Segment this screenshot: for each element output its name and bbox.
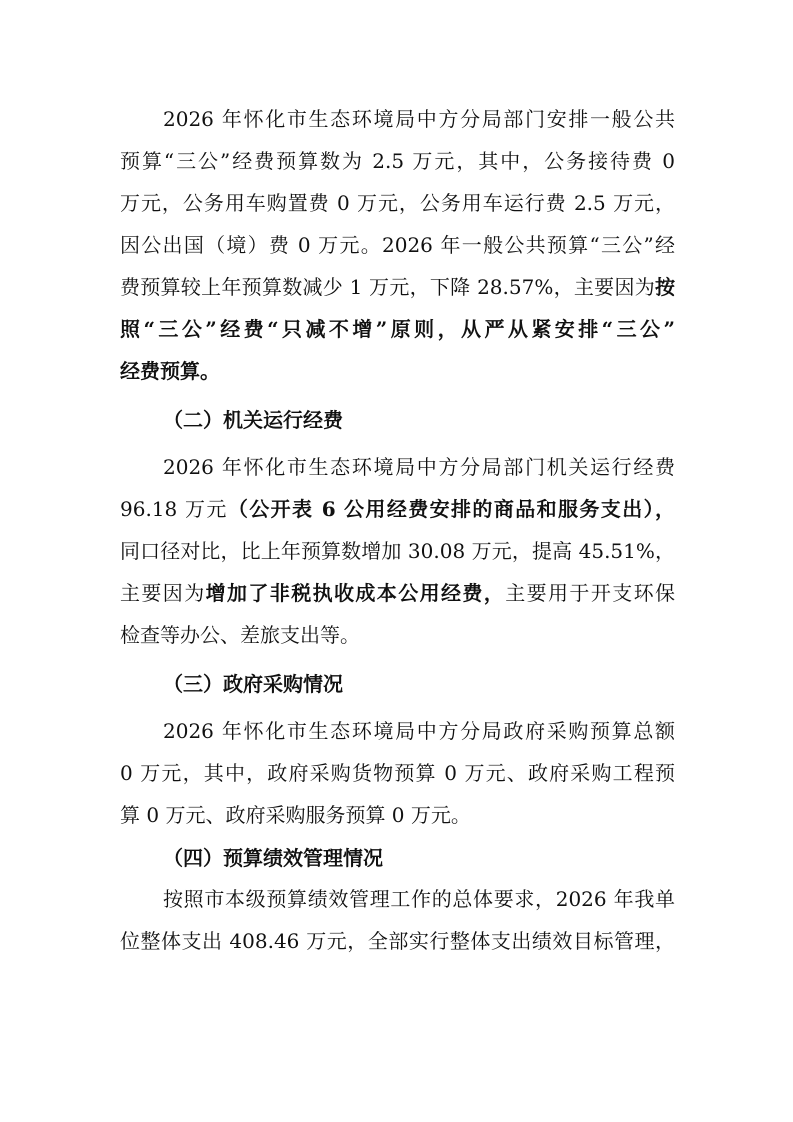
paragraph-line xyxy=(120,314,675,344)
bold-text-run: （公开表 6 公用经费安排的商品和服务支出）， xyxy=(227,497,675,521)
bold-text-run: 照“三公”经费“只减不增”原则，从严从紧安排“三公” xyxy=(120,317,675,341)
heading-text: （二）机关运行经费 xyxy=(163,408,343,432)
paragraph-line xyxy=(163,104,675,134)
bold-text-run: 增加了非税执收成本公用经费， xyxy=(205,581,506,605)
text-run: 费预算较上年预算数减少 1 万元，下降 28.57%，主要因为 xyxy=(120,275,655,299)
paragraph-line xyxy=(120,188,675,218)
paragraph-line xyxy=(120,758,675,788)
paragraph-line xyxy=(120,146,675,176)
paragraph-line xyxy=(120,494,675,524)
paragraph-line xyxy=(120,356,675,386)
heading-text: （四）预算绩效管理情况 xyxy=(163,846,383,870)
paragraph-line xyxy=(120,620,675,650)
text-run: 主要因为 xyxy=(120,581,206,605)
text-run: 位整体支出 408.46 万元，全部实行整体支出绩效目标管理， xyxy=(120,929,675,953)
text-run: 2026 年怀化市生态环境局中方分局部门机关运行经费 xyxy=(163,455,675,479)
text-run: 预算“三公”经费预算数为 2.5 万元，其中，公务接待费 0 xyxy=(120,149,675,173)
paragraph-line xyxy=(163,716,675,746)
text-run: 万元，公务用车购置费 0 万元，公务用车运行费 2.5 万元， xyxy=(120,191,675,215)
paragraph-line xyxy=(120,536,675,566)
section-heading-procurement xyxy=(163,669,675,699)
paragraph-line xyxy=(120,800,675,830)
bold-text-run: 经费预算。 xyxy=(120,359,220,383)
text-run: 2026 年怀化市生态环境局中方分局政府采购预算总额 xyxy=(163,719,675,743)
text-run: 按照市本级预算绩效管理工作的总体要求，2026 年我单 xyxy=(163,887,675,911)
text-run: 2026 年怀化市生态环境局中方分局部门安排一般公共 xyxy=(163,107,675,131)
bold-text-run: 按 xyxy=(655,275,675,299)
paragraph-line xyxy=(120,272,675,302)
section-heading-operating-expenses xyxy=(163,405,675,435)
text-run: 因公出国（境）费 0 万元。2026 年一般公共预算“三公”经 xyxy=(120,233,675,257)
text-run: 检查等办公、差旅支出等。 xyxy=(120,623,360,647)
text-run: 主要用于开支环保 xyxy=(505,581,676,605)
text-run: 同口径对比，比上年预算数增加 30.08 万元，提高 45.51%， xyxy=(120,539,675,563)
text-run: 算 0 万元、政府采购服务预算 0 万元。 xyxy=(120,803,471,827)
section-heading-performance-management xyxy=(163,843,675,873)
heading-text: （三）政府采购情况 xyxy=(163,672,343,696)
paragraph-line xyxy=(163,884,675,914)
paragraph-line xyxy=(120,230,675,260)
paragraph-line xyxy=(120,578,675,608)
text-run: 0 万元，其中，政府采购货物预算 0 万元、政府采购工程预 xyxy=(120,761,675,785)
paragraph-line xyxy=(120,926,675,956)
text-run: 96.18 万元 xyxy=(120,497,228,521)
paragraph-line xyxy=(163,452,675,482)
